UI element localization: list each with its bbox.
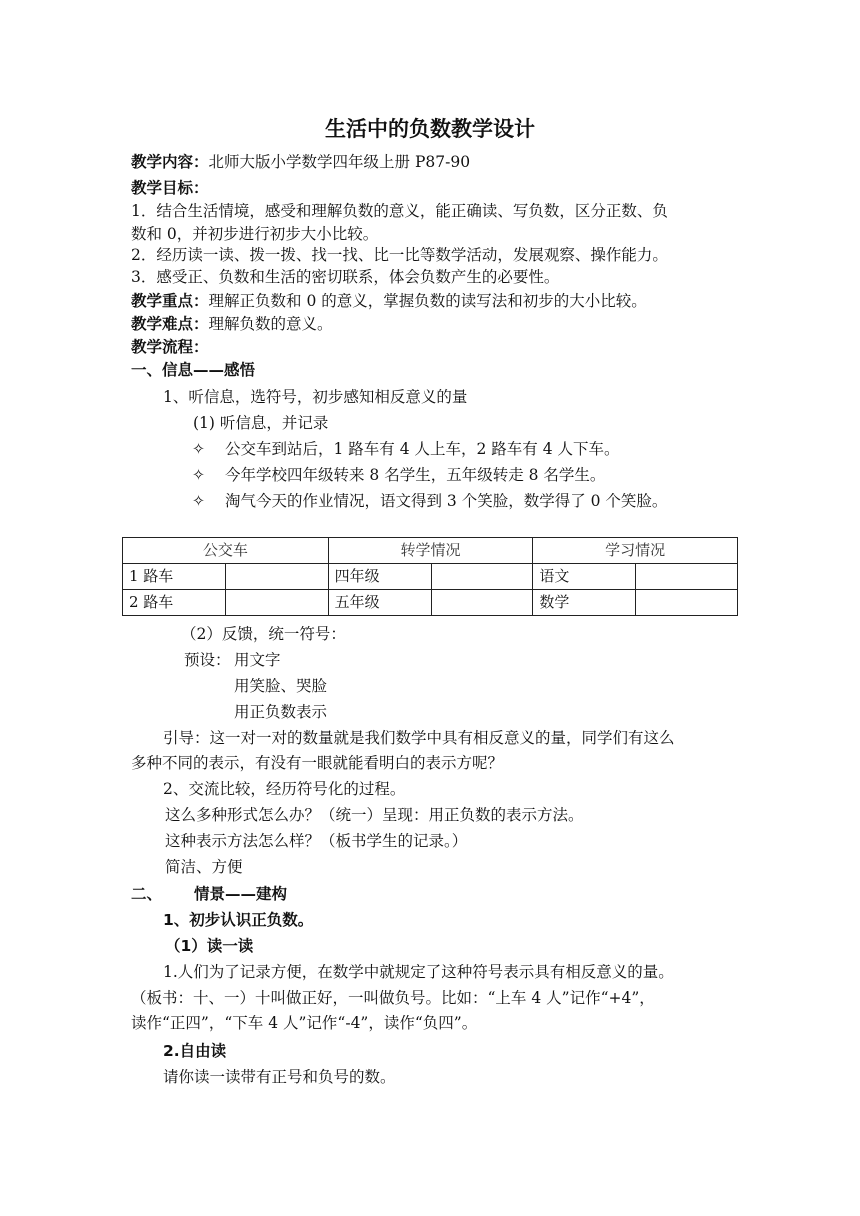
diamond-bullet-icon: ✧ [192,440,205,458]
section2-heading-num: 二、 [131,885,163,903]
preset-item: 用正负数表示 [234,703,328,721]
table-cell [225,564,328,590]
table-cell [431,590,533,616]
content-label: 教学内容： [131,153,209,171]
bullet-text: 今年学校四年级转来 8 名学生，五年级转走 8 名学生。 [225,466,606,484]
table-header: 转学情况 [328,538,533,564]
table-row [123,564,738,590]
table-cell [431,564,533,590]
preset-item: 用文字 [234,651,281,669]
table-cell: 1 路车 [123,564,226,590]
preset-label: 预设： [184,651,231,669]
record-table [122,537,738,616]
guide-line: 引导：这一对一对的数量就是我们数学中具有相反意义的量，同学们有这么 [163,729,675,747]
paragraph: 这种表示方法怎么样？（板书学生的记录。） [165,832,468,850]
paragraph: 请你读一读带有正号和负号的数。 [163,1068,396,1086]
bullet-text: 公交车到站后，1 路车有 4 人上车，2 路车有 4 人下车。 [225,440,620,458]
section1-sub2: 2、交流比较，经历符号化的过程。 [163,780,406,798]
goal-line: 1．结合生活情境，感受和理解负数的意义，能正确读、写负数，区分正数、负 [131,202,668,220]
difficulty-value: 理解负数的意义。 [208,315,333,333]
table-header-row [123,538,738,564]
bullet-text: 淘气今天的作业情况，语文得到 3 个笑脸，数学得了 0 个笑脸。 [225,492,668,510]
bullet-item [192,465,605,485]
goals-label: 教学目标： [131,179,209,197]
key-label: 教学重点： [131,292,209,310]
key-line [131,291,647,311]
section1-heading: 一、信息——感悟 [131,361,256,379]
paragraph: （板书：十、一）十叫做正好，一叫做负号。比如：“上车 4 人”记作“+4”， [131,989,655,1007]
diamond-bullet-icon: ✧ [192,466,205,484]
table-cell: 2 路车 [123,590,226,616]
section1-sub1b: （2）反馈，统一符号： [181,625,346,643]
paragraph: 简洁、方便 [165,858,243,876]
section2-heading: 情景——建构 [194,885,288,903]
goal-line: 3．感受正、负数和生活的密切联系，体会负数产生的必要性。 [131,268,560,286]
preset-item: 用笑脸、哭脸 [234,677,328,695]
table-header: 学习情况 [533,538,738,564]
paragraph: 1.人们为了记录方便，在数学中就规定了这种符号表示具有相反意义的量。 [163,963,674,981]
document-title: 生活中的负数教学设计 [325,117,535,141]
table-row [123,590,738,616]
table-cell [225,590,328,616]
paragraph: 读作“正四”，“下车 4 人”记作“-4”，读作“负四”。 [131,1014,478,1032]
table-cell: 四年级 [328,564,431,590]
table-cell: 五年级 [328,590,431,616]
guide-line: 多种不同的表示，有没有一眼就能看明白的表示方呢？ [131,754,504,772]
bullet-item [192,439,620,459]
goal-line: 数和 0，并初步进行初步大小比较。 [131,225,379,243]
content-value: 北师大版小学数学四年级上册 P87-90 [208,153,471,171]
table-cell: 数学 [533,590,636,616]
section1-sub1a: (1) 听信息，并记录 [193,414,329,432]
table-header: 公交车 [123,538,329,564]
key-value: 理解正负数和 0 的意义，掌握负数的读写法和初步的大小比较。 [208,292,647,310]
paragraph: 这么多种形式怎么办？（统一）呈现：用正负数的表示方法。 [165,806,584,824]
table-cell [636,590,738,616]
process-label: 教学流程： [131,338,209,356]
section1-sub1: 1、听信息，选符号，初步感知相反意义的量 [163,388,468,406]
table-cell: 语文 [533,564,636,590]
diamond-bullet-icon: ✧ [192,492,205,510]
table-cell [636,564,738,590]
section2-sub1: 1、初步认识正负数。 [163,911,314,929]
content-line [131,152,470,172]
section2-sub1a: （1）读一读 [165,937,254,955]
bullet-item [192,491,667,511]
difficulty-label: 教学难点： [131,315,209,333]
difficulty-line [131,314,333,334]
section2-sub2: 2.自由读 [163,1042,227,1060]
goal-line: 2．经历读一读、拨一拨、找一找、比一比等数学活动，发展观察、操作能力。 [131,246,668,264]
